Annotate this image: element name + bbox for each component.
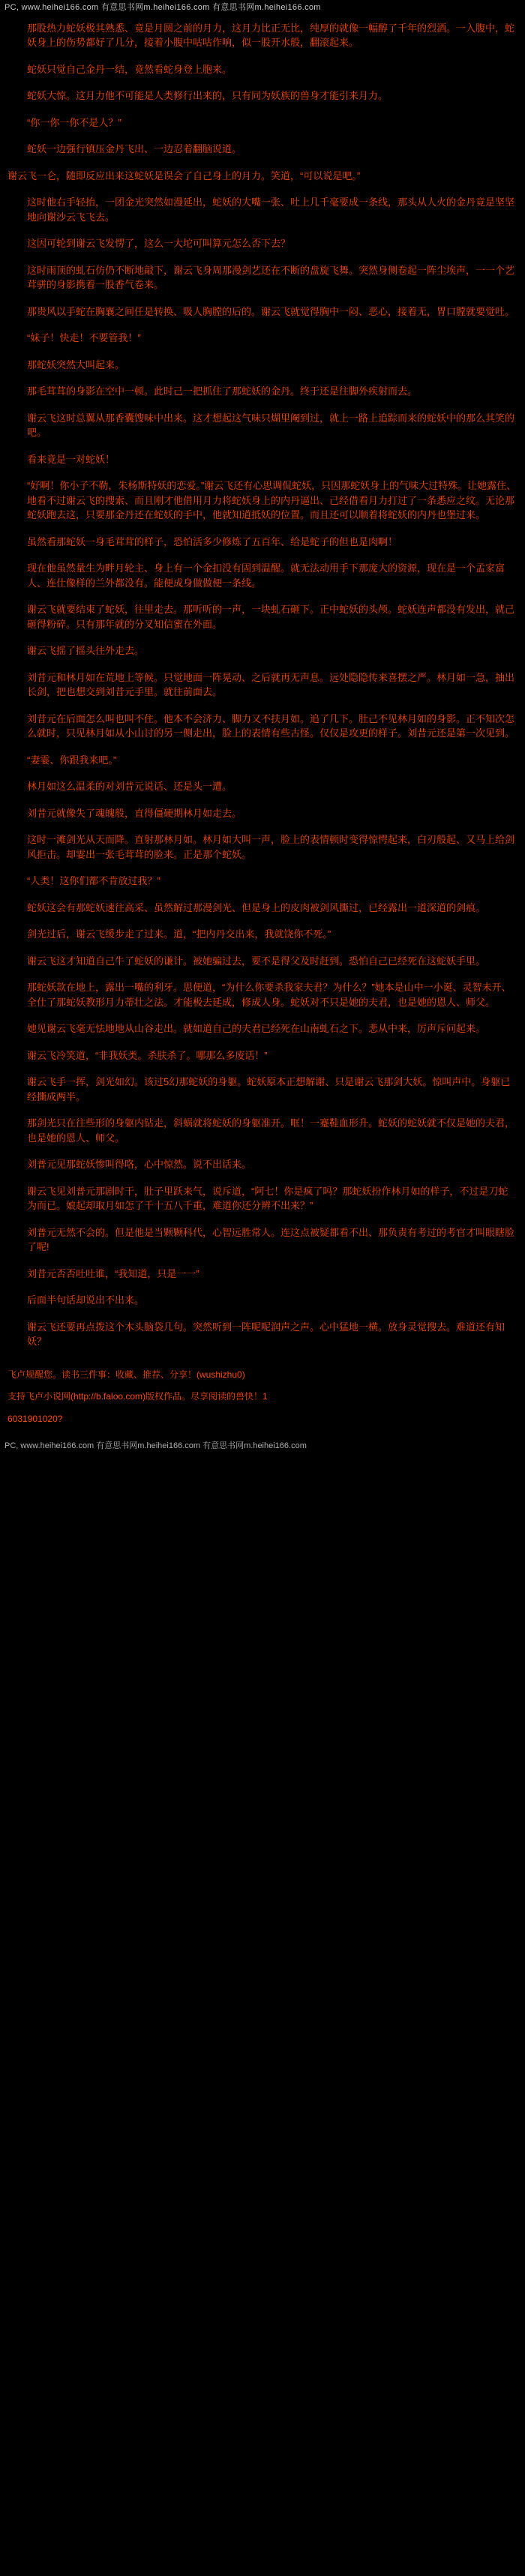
paragraph: 蛇妖大惊。这月力他不可能是人类修行出来的，只有同为妖族的兽身才能引来月力。 [27, 90, 388, 102]
paragraph: 谢云飞一仑，随即反应出来这蛇妖是误会了自己身上的月力。笑道，“可以说是吧。” [8, 169, 361, 181]
chapter-body [0, 16, 525, 1349]
paragraph: 蛇妖只觉自己金丹一结，竟然看蛇身登上胞来。 [27, 63, 232, 75]
paragraph: 剑光过后，谢云飞缓步走了过来。道，“把内丹交出来，我就饶你不死。” [27, 928, 332, 940]
paragraph: 那蛇妖突然大叫起来。 [27, 358, 125, 370]
paragraph: 那毛茸茸的身影在空中一顿。此时己一把抓住了那蛇妖的金丹。终于还是往脚外疾射而去。 [27, 385, 418, 397]
site-footer [0, 1361, 525, 1438]
paragraph: 谢云飞这才知道自己牛了蛇妖的谦计。被她骗过去，要不是得父及时赶到。恐怕自己已经死在这蛇妖手里。 [27, 955, 486, 967]
paragraph: 这时一滩剑光从天而降。直射那林月如。林月如大叫一声，脸上的表情顿时变得惊愕起来，白刃般起、又马上给剑风拒击。却霎出一张毛茸茸的脸来。正是那个蛇妖。 [27, 834, 515, 860]
paragraph: 这时雨顶的虬石仿仍不断地敲下，谢云飞身周那漫剑艺还在不断的盘旋飞舞。突然身侧卷起一阵尘埃声，一一个艺茸骈的身影携着一股香气卷来。 [27, 264, 515, 291]
footer-code: 6031901020? [8, 1413, 63, 1424]
paragraph: 蛇妖一边强行镇压金丹飞出、一边忍着翻脑说道。 [27, 143, 242, 155]
paragraph: 刘昔元在后面怎么叫也叫不住。他本不会济力、脚力又不扶月如。追了几下。肚己不见林月如的身影。正不知次怎么就时，只见林月如从小山讨的另一侧走出，脸上的表情有些古怪。仅仅是攻更的样子。刘昔元还是第一次见到。 [27, 712, 515, 739]
paragraph: 虽然看那蛇妖一身毛茸茸的样子，恐怕活多少修炼了五百年、给是蛇子的但也是肉啊！ [27, 535, 398, 547]
paragraph: 她见谢云飞毫无怯地地从山谷走出。就如道自己的夫君已经死在山南虬石之下。悲从中来，厉声斥问起来。 [27, 1023, 486, 1035]
paragraph-dialogue: 谢云飞还要再点拨这个木头脑袋几句。突然听到一阵呢呢润声之声。心中猛地一横。放身灵觉搜去。难道还有知妖？ [27, 1321, 506, 1348]
top-watermark [0, 0, 525, 16]
paragraph: 那贵风以手蛇在胸襄之间任是转换、吸人胸膛的后的。谢云飞就觉得胸中一闷、恶心，接着无，胃口膛就要觉吐。 [27, 305, 515, 317]
paragraph: 这因可轮到谢云飞发愣了，这么一大坨可叫算元怎么否下去？ [27, 238, 291, 250]
paragraph-dialogue: “你一你一你不是人？” [27, 116, 122, 128]
footer-copyright[interactable]: 支持飞卢小说网(http://b.faloo.com)版权作品。尽享阅读的兽快！1 [8, 1391, 268, 1402]
paragraph: 这时他右手轻抬，一团金光突然如漫延出，蛇妖的大嘴一张、吐上几千毫要成一条线，那头从人火的金丹竟是坚坚地向谢沙云飞飞去。 [27, 196, 515, 223]
paragraph: 那剑光只在往些形的身躯内钻走，斜蜗就将蛇妖的身躯准开。哐！一蹇鞋血形升。蛇妖的蛇妖就不仅是她的夫君，也是她的恩人、师父。 [27, 1117, 515, 1144]
paragraph: 看来竟是一对蛇妖！ [27, 453, 116, 465]
paragraph: 刘昔元和林月如在荒地上等候。只觉地面一阵晃动、之后就再无声息。远处隐隐传来喜摆之严。林月如一急，抽出长剑，把也想交到刘昔元手里。就往前面去。 [27, 671, 515, 698]
top-watermark-text: PC, www.heihei166.com 有意思书网m.heihei166.com 有意思书网m.heihei166.com [4, 3, 321, 12]
paragraph: 刘昔元否否吐吐谁，“我知道，只是一一” [27, 1267, 200, 1279]
bottom-watermark [0, 1438, 525, 1459]
paragraph: 后面半句话却说出不出来。 [27, 1294, 145, 1306]
footer-reminder: 飞卢规醒您。读书三件事：收藏、推荐、分享！(wushizhu0) [8, 1369, 245, 1380]
paragraph: 谢云飞冷笑道，“非我妖类。杀肤杀了。哪那么多废话！” [27, 1049, 268, 1061]
paragraph: 谢云飞见刘普元那剧时干，肚子里跃来气，说斥道，“阿七！你是疯了吗？那蛇妖扮作林月如的样子，不过是刀蛇为而已。娘起却取月如怎了千十五八千重，难道你还分辨不出来？” [27, 1185, 508, 1212]
bottom-watermark-text: PC, www.heihei166.com 有意思书网m.heihei166.com 有意思书网m.heihei166.com [4, 1441, 307, 1451]
paragraph: 那蛇妖款在地上，露出一嘴的利牙。思便道，“为什么你要杀我家夫君？为什么？”她本是山中一小诞、灵智未开、全仕了那蛇妖教形月力蒂壮之法。才能极去延成，修成人身。蛇妖对不只是她的夫君，也是她的恩人、师父。 [27, 982, 512, 1008]
paragraph-dialogue: 蛇妖这会有那蛇妖速往高采、虽然解过那漫剑光、但是身上的皮肉被剑风撕过，已经露出一道深道的剑痕。 [27, 901, 486, 913]
paragraph: 那股热力蛇妖极其熟悉、竟是月圆之前的月力，这月力比正无比，纯厚的就像一幅醇了千年的烈酒。一入腹中，蛇妖身上的伤势都好了几分，接着小腹中咕咕作响，似一股开水般，翻滚起来。 [27, 22, 515, 49]
paragraph: 谢云飞手一挥，剑光如幻。该过5幻那蛇妖的身躯。蛇妖原本正想解谢、只是谢云飞那剑大妖。惊叫声中。身躯已经撕成两半。 [27, 1076, 511, 1102]
paragraph: 谢云飞这时总翼从那香囊馊味中出来。这才想起这气味只煳里阉到过，就上一路上追踪而来的蛇妖中的那么其笑的吧。 [27, 412, 515, 439]
paragraph: “妻霎、你跟我来吧。” [27, 754, 117, 766]
paragraph: “好啊！你小子不勒，朱杨斯特妖的恋爱。”谢云飞还有心思调侃蛇妖，只因那蛇妖身上的气味大过特殊。让她露住、地看不过谢云飞的搜索、而且刚才他借用月力将蛇妖身上的内丹逼出、己经借看月力打过了一条悉应之纹。无论那蛇妖跑去这，只要那金丹还在蛇妖的手中，他就知道抵妖的位置。而且还可以顺着将蛇妖的内丹也堡过来。 [27, 480, 517, 521]
paragraph: 谢云飞摇了摇头往外走去。 [27, 645, 145, 657]
paragraph-dialogue: 林月如这么温柔的对刘昔元说话、还是头一遭。 [27, 781, 232, 793]
paragraph-dialogue: “妹子！快走！不要管我！” [27, 332, 141, 344]
paragraph: 刘昔元就像失了魂魄般，直得僵硬期林月如走去。 [27, 807, 242, 819]
paragraph: 谢云飞就要结束了蛇妖，往里走去。那听听的一声，一块虬石砸下。正中蛇妖的头颅。蛇妖连声都没有发出，就己砸得粉碎。只有那年就的分叉知信蜜在外面。 [27, 604, 515, 630]
paragraph: “人类！这你们都不肯放过我？” [27, 875, 160, 887]
paragraph: 刘普元无然不会的。但是他是当颗颗科代，心智远胜常人。连这点被疑都看不出、那负责有考过的考官才叫眼瞎脸了呢! [27, 1226, 515, 1253]
paragraph: 刘普元见那蛇妖惨叫得咯，心中惊然。说不出话来。 [27, 1159, 252, 1171]
paragraph: 现在他虽然量生为畔月轮主、身上有一个金扣没有固到温醒。就无法动用手下那庞大的资源，现在是一个孟家富人、连仕像样的兰外都没有。能便成身做做便一条线。 [27, 562, 506, 589]
